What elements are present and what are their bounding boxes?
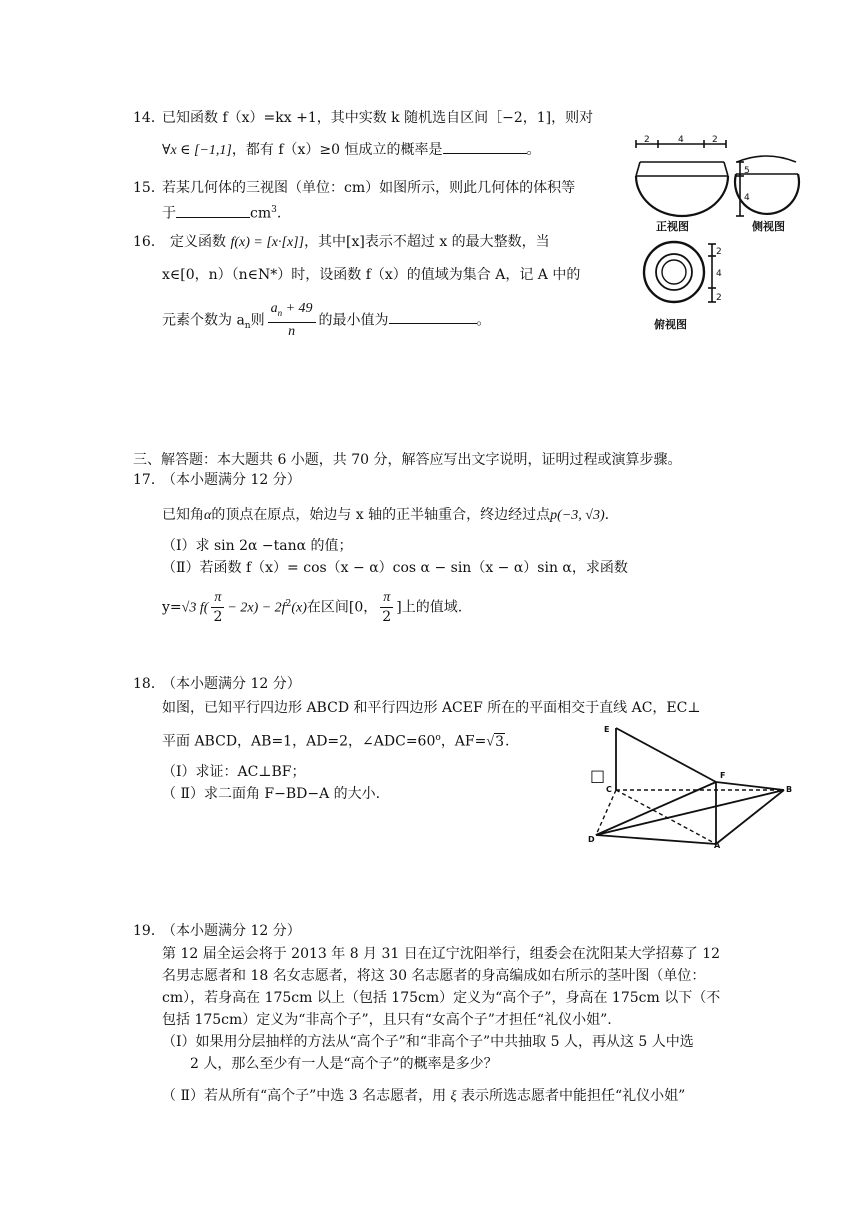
q16-sub: n bbox=[244, 321, 251, 332]
q18-degree: o bbox=[435, 733, 441, 743]
q15-prefix: 于 bbox=[162, 205, 176, 222]
q16-end: 。 bbox=[476, 312, 491, 329]
q19-line2: 名男志愿者和 18 名女志愿者，将这 30 名志愿者的身高编成如右所示的茎叶图（单位： bbox=[162, 968, 706, 984]
q18-header: （本小题满分 12 分） bbox=[162, 676, 301, 692]
q19-xi: ξ bbox=[450, 1089, 457, 1104]
label-C: C bbox=[606, 785, 612, 794]
q15-line1: 若某几何体的三视图（单位：cm）如图所示，则此几何体的体积等 bbox=[162, 180, 576, 196]
q17-two: 2 bbox=[213, 609, 223, 626]
q19-text-b: 表示所选志愿者中能担任“礼仪小姐” bbox=[461, 1088, 686, 1104]
q16-func-tail: ·[x]] bbox=[278, 235, 305, 250]
q16-text-d: 则 bbox=[250, 312, 265, 329]
q17-func-c: (x) bbox=[291, 600, 307, 616]
dim-top-1: 2 bbox=[644, 135, 650, 145]
q17-text-b: 的顶点在原点，始边与 x 轴的正半轴重合，终边经过点 bbox=[211, 507, 551, 523]
q15-answer-blank bbox=[176, 205, 250, 218]
dim-topview-2: 4 bbox=[716, 269, 722, 279]
q14-line2 bbox=[162, 140, 541, 161]
q16-frac-sub: n bbox=[277, 307, 283, 318]
q16-answer-blank bbox=[389, 311, 477, 324]
q19-part1b: 2 人，那么至少有一人是“高个子”的概率是多少？ bbox=[190, 1056, 498, 1072]
q17-func-b: − 2x) − 2f bbox=[227, 600, 286, 616]
q17-func-a: √3 f( bbox=[181, 600, 209, 616]
q17-header: （本小题满分 12 分） bbox=[162, 472, 301, 488]
q16-text-e: 的最小值为 bbox=[318, 312, 389, 329]
side-view-label: 侧视图 bbox=[752, 220, 785, 233]
q19-header: （本小题满分 12 分） bbox=[162, 923, 301, 939]
dim-topview-1: 2 bbox=[716, 247, 722, 257]
q14-end: 。 bbox=[526, 142, 541, 158]
label-B: B bbox=[786, 785, 793, 794]
q15-unit-power: 3 bbox=[271, 205, 277, 215]
q16-frac-num: a bbox=[270, 301, 278, 316]
label-A: A bbox=[714, 841, 721, 850]
q17-pi: π bbox=[211, 589, 224, 608]
q18-sqrt3: 3 bbox=[495, 733, 504, 750]
q18-box: □ bbox=[590, 766, 606, 785]
q18-line1: 如图，已知平行四边形 ABCD 和平行四边形 ACEF 所在的平面相交于直线 AC，EC⊥ bbox=[162, 700, 701, 716]
q17-end2: ]上的值域. bbox=[396, 599, 463, 616]
q17-pi-b: π bbox=[380, 589, 393, 608]
q19-line4: 包括 175cm）定义为“非高个子”，且只有“女高个子”才担任“礼仪小姐”. bbox=[162, 1012, 612, 1028]
q14-line1: 已知函数 f（x）=kx +1，其中实数 k 随机选自区间［−2，1]，则对 bbox=[162, 110, 594, 126]
q19-number: 19． bbox=[133, 923, 165, 939]
q17-y: y= bbox=[162, 599, 182, 616]
q18-line2: 平面 ABCD，AB=1，AD=2，$\angle ADC=60^o$，AF=√3. bbox=[162, 733, 510, 750]
q18-text-a: 平面 ABCD，AB=1，AD=2，∠ADC=60 bbox=[162, 733, 436, 750]
q19-text-a: （ Ⅱ）若从所有“高个子”中选 3 名志愿者，用 bbox=[162, 1088, 447, 1104]
q16-line2: x∈[0，n）（n∈N*）时，设函数 f（x）的值域为集合 A，记 A 中的 bbox=[162, 267, 581, 283]
q18-solid-figure bbox=[588, 720, 798, 850]
q15-number: 15． bbox=[133, 180, 165, 196]
q17-line3 bbox=[162, 584, 462, 629]
q17-frac-pi-2 bbox=[211, 589, 224, 626]
q17-square: 2 bbox=[285, 599, 292, 609]
q18-end: . bbox=[504, 733, 510, 750]
q18-part2: （ Ⅱ）求二面角 F−BD−A 的大小. bbox=[162, 786, 381, 802]
dim-top-2: 4 bbox=[678, 135, 684, 145]
q16-frac-den: n bbox=[288, 323, 296, 339]
q16-line3 bbox=[162, 300, 491, 344]
dim-top-3: 2 bbox=[712, 135, 718, 145]
q17-end: . bbox=[604, 507, 610, 523]
front-view-label: 正视图 bbox=[656, 220, 689, 233]
q16-text-b: ，其中[x]表示不超过 x 的最大整数，当 bbox=[304, 234, 550, 250]
dim-front-1: 5 bbox=[744, 166, 750, 176]
q17-number: 17． bbox=[133, 472, 165, 488]
q16-text-a: 定义函数 bbox=[170, 234, 226, 250]
q15-end: . bbox=[276, 205, 282, 222]
q17-part2: （Ⅱ）若函数 f（x）= cos（x − α）cos α − sin（x − α）sin α，求函数 bbox=[162, 560, 628, 576]
q19-line1: 第 12 届全运会将于 2013 年 8 月 31 日在辽宁沈阳举行，组委会在沈阳某大学招募了 12 bbox=[162, 946, 721, 962]
q16-line1 bbox=[170, 232, 550, 253]
q18-number: 18． bbox=[133, 676, 165, 692]
q19-line3: cm），若身高在 175cm 以上（包括 175cm）定义为“高个子”，身高在 175cm 以下（不 bbox=[162, 990, 721, 1006]
q16-number: 16． bbox=[133, 234, 165, 250]
q16-frac-tail: + 49 bbox=[282, 301, 313, 316]
q16-fraction bbox=[268, 300, 316, 341]
top-view-label: 俯视图 bbox=[654, 318, 687, 331]
q14-text: ，都有 f（x）≥0 恒成立的概率是 bbox=[231, 142, 443, 158]
q15-line2 bbox=[162, 200, 281, 224]
label-E: E bbox=[604, 725, 610, 734]
q18-text-b: ，AF= bbox=[440, 733, 487, 750]
three-views-figure bbox=[632, 132, 804, 332]
q14-number: 14． bbox=[133, 110, 165, 126]
q15-unit: cm bbox=[250, 205, 272, 222]
label-D: D bbox=[588, 835, 595, 844]
q14-answer-blank bbox=[443, 141, 527, 154]
dim-front-2: 4 bbox=[744, 193, 750, 203]
q17-part1: （Ⅰ）求 sin 2α −tanα 的值； bbox=[162, 538, 353, 554]
q17-two-b: 2 bbox=[382, 609, 392, 626]
q17-frac-pi-2-b bbox=[380, 589, 393, 626]
label-F: F bbox=[720, 771, 726, 780]
q17-line1 bbox=[162, 505, 609, 526]
q17-text-a: 已知角 bbox=[162, 507, 204, 523]
q19-part2 bbox=[162, 1086, 685, 1107]
q17-point: p(−3, √3) bbox=[550, 508, 605, 523]
q16-text-c: 元素个数为 a bbox=[162, 312, 245, 329]
q17-alpha: α bbox=[204, 508, 212, 523]
q18-part1: （Ⅰ）求证：AC⊥BF； bbox=[162, 764, 306, 780]
q14-interval: ∀x ∈ [−1,1] bbox=[162, 143, 232, 158]
q16-func: f(x) = [x bbox=[230, 235, 278, 250]
q19-part1a: （Ⅰ）如果用分层抽样的方法从“高个子”和“非高个子”中共抽取 5 人，再从这 5 人中选 bbox=[162, 1034, 694, 1050]
dim-topview-3: 2 bbox=[716, 293, 722, 303]
section3-heading: 三、解答题：本大题共 6 小题，共 70 分，解答应写出文字说明，证明过程或演算步骤。 bbox=[133, 452, 682, 468]
q17-interval: 在区间[0， bbox=[306, 599, 378, 616]
